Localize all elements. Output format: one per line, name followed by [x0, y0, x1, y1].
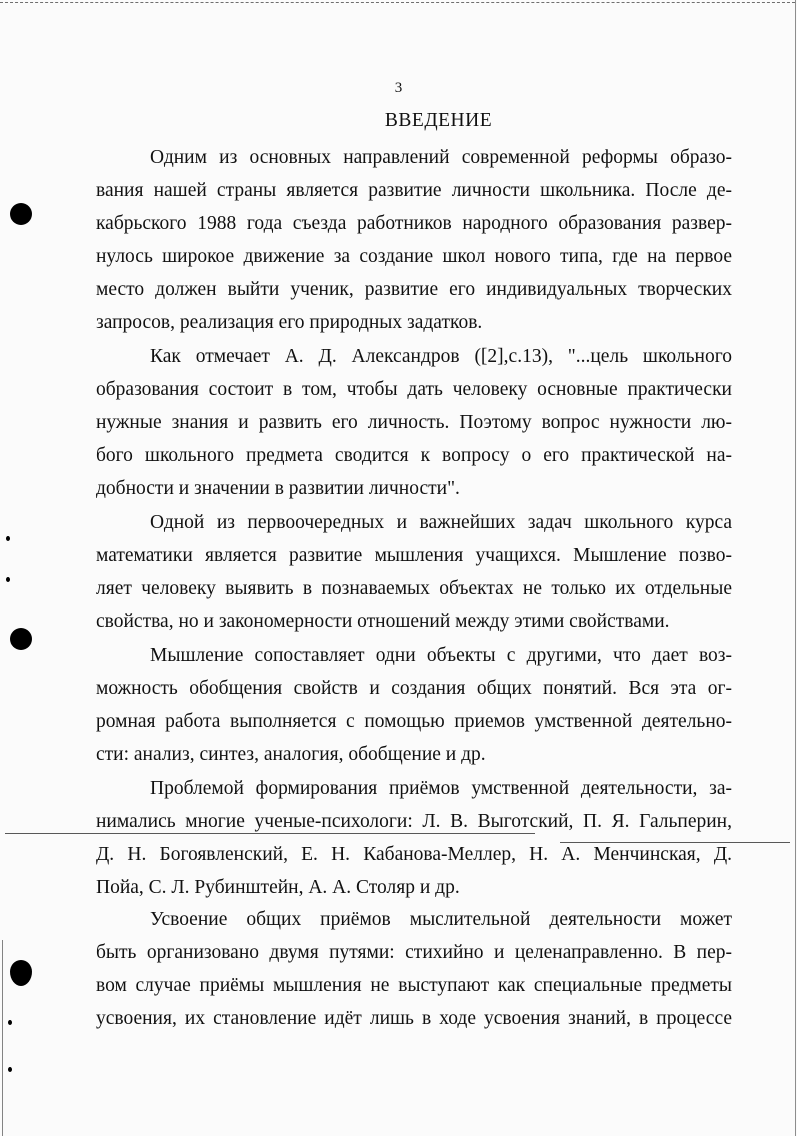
text-line: Пойа, С. Л. Рубинштейн, А. А. Столяр и др.	[96, 877, 460, 898]
text-line: место должен выйти ученик, развитие его индивидуальных творческих	[96, 279, 732, 300]
top-scan-edge	[0, 2, 795, 3]
text-line: образования состоит в том, чтобы дать человеку основные практически	[96, 379, 732, 400]
text-line: Проблемой формирования приёмов умственной деятельности, за-	[150, 778, 732, 799]
text-line: Усвоение общих приёмов мыслительной деятельности может	[150, 909, 732, 930]
text-line: Как отмечает А. Д. Александров ([2],с.13), "...цель школьного	[150, 346, 732, 367]
text-line: ляет человеку выявить в познаваемых объектах не только их отдельные	[96, 578, 732, 599]
scan-speck	[6, 536, 10, 541]
scan-speck	[8, 1020, 12, 1025]
right-scan-edge	[795, 0, 796, 1136]
text-line: запросов, реализация его природных задатков.	[96, 312, 483, 333]
text-line: Д. Н. Богоявленский, Е. Н. Кабанова-Меллер, Н. А. Менчинская, Д.	[96, 844, 732, 865]
text-line: Мышление сопоставляет одни объекты с другими, что дает воз-	[150, 645, 732, 666]
text-line: усвоения, их становление идёт лишь в ходе усвоения знаний, в процессе	[96, 1008, 732, 1029]
text-line: Одним из основных направлений современной реформы образо-	[150, 147, 732, 168]
text-line: можность обобщения свойств и создания общих понятий. Вся эта ог-	[96, 678, 732, 699]
text-line: кабрьского 1988 года съезда работников народного образования развер-	[96, 213, 732, 234]
text-line: вом случае приёмы мышления не выступают как специальные предметы	[96, 975, 732, 996]
text-line: ромная работа выполняется с помощью приемов умственной деятельно-	[96, 711, 732, 732]
punch-hole-mark	[10, 960, 32, 986]
scan-speck	[8, 1067, 12, 1072]
text-line: нимались многие ученые-психологи: Л. В. Выготский, П. Я. Гальперин,	[96, 811, 732, 832]
text-line: добности и значении в развитии личности".	[96, 478, 460, 499]
text-line: свойства, но и закономерности отношений между этими свойствами.	[96, 611, 670, 632]
left-scan-edge	[2, 940, 3, 1136]
scan-speck	[6, 577, 10, 582]
text-line: вания нашей страны является развитие личности школьника. После де-	[96, 180, 732, 201]
text-line: Одной из первоочередных и важнейших задач школьного курса	[150, 512, 732, 533]
text-line: математики является развитие мышления учащихся. Мышление позво-	[96, 545, 732, 566]
text-line: быть организовано двумя путями: стихийно и целенаправленно. В пер-	[96, 942, 732, 963]
page-number: 3	[394, 80, 403, 96]
section-heading: ВВЕДЕНИЕ	[384, 110, 493, 131]
punch-hole-mark	[10, 628, 32, 650]
text-line: нулось широкое движение за создание школ нового типа, где на первое	[96, 246, 732, 267]
text-line: бого школьного предмета сводится к вопросу о его практической на-	[96, 445, 732, 466]
text-line: нужные знания и развить его личность. Поэтому вопрос нужности лю-	[96, 412, 732, 433]
text-line: сти: анализ, синтез, аналогия, обобщение и др.	[96, 744, 486, 765]
punch-hole-mark	[10, 203, 32, 225]
